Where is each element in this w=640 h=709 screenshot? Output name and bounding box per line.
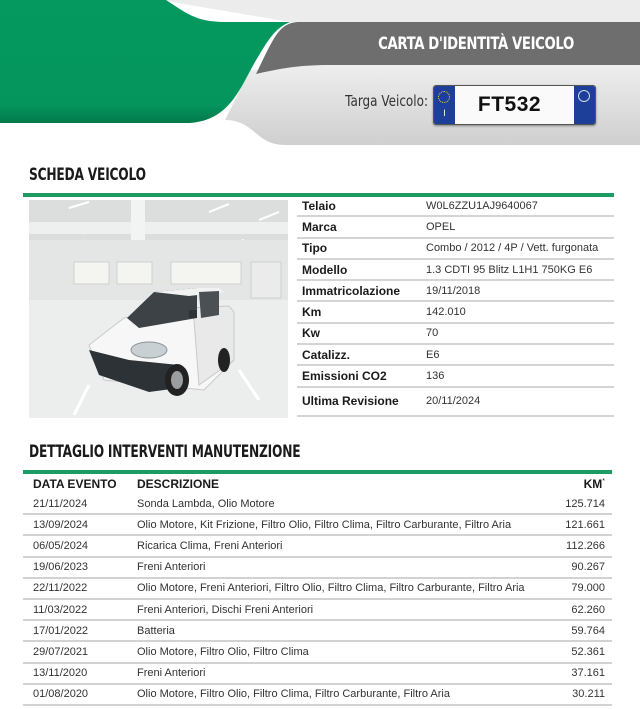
row-date: 13/11/2020 [33, 667, 88, 680]
spec-row-catalizz [297, 345, 614, 366]
row-km: 90.267 [571, 561, 605, 574]
spec-label: Modello [302, 262, 348, 277]
row-description: Freni Anteriori [137, 561, 206, 574]
plate-number: FT532 [477, 93, 542, 116]
spec-label: Kw [302, 326, 320, 341]
column-header-date: DATA EVENTO [33, 477, 117, 491]
row-km: 37.161 [571, 667, 605, 680]
row-description: Freni Anteriori [137, 667, 206, 680]
row-description: Olio Motore, Filtro Olio, Filtro Clima [137, 645, 309, 658]
country-code: I [443, 108, 446, 118]
eu-stars-icon [438, 91, 450, 103]
spec-row-telaio [297, 196, 614, 217]
maintenance-table-header [23, 474, 612, 494]
km-footnote-marker: * [602, 478, 605, 485]
row-km: 62.260 [571, 603, 605, 616]
eu-band [434, 86, 455, 124]
column-header-km [532, 477, 612, 491]
header-background-shapes [0, 0, 640, 150]
table-row [23, 664, 612, 685]
spec-value: OPEL [426, 220, 456, 233]
row-date: 29/07/2021 [33, 645, 89, 658]
spec-value: 142.010 [426, 306, 466, 319]
row-date: 11/03/2022 [33, 603, 88, 616]
table-row [23, 515, 612, 536]
row-description: Batteria [137, 624, 175, 637]
table-row [23, 642, 612, 663]
spec-row-kw [297, 324, 614, 345]
row-date: 01/08/2020 [33, 688, 89, 701]
table-row [23, 558, 612, 579]
van-illustration [29, 200, 288, 418]
row-km: 52.361 [571, 645, 605, 658]
table-row [23, 494, 612, 515]
spec-value: 70 [426, 327, 439, 340]
spec-value: W0L6ZZU1AJ9640067 [426, 199, 538, 212]
spec-label: Ultima Revisione [302, 394, 399, 409]
spec-label: Emissioni CO2 [302, 369, 387, 384]
spec-value: 19/11/2018 [426, 284, 481, 297]
vehicle-spec-table [297, 196, 614, 417]
plate-right-band [574, 86, 595, 124]
maintenance-table [23, 474, 612, 706]
table-row [23, 579, 612, 600]
spec-value: E6 [426, 348, 440, 361]
row-description: Freni Anteriori, Dischi Freni Anteriori [137, 603, 314, 616]
province-circle-icon [578, 90, 590, 102]
header-banner [0, 0, 640, 150]
row-date: 22/11/2022 [33, 582, 88, 595]
spec-label: Immatricolazione [302, 283, 401, 298]
row-km: 121.661 [565, 518, 605, 531]
spec-row-tipo [297, 239, 614, 260]
row-date: 19/06/2023 [33, 561, 89, 574]
row-description: Olio Motore, Freni Anteriori, Filtro Olio, Filtro Clima, Filtro Carburante, Filtro Aria [137, 582, 525, 595]
spec-value: 1.3 CDTI 95 Blitz L1H1 750KG E6 [426, 263, 593, 276]
row-date: 17/01/2022 [33, 624, 89, 637]
table-row [23, 621, 612, 642]
document-title: CARTA D'IDENTITÀ VEICOLO [378, 34, 574, 54]
spec-row-immatricolazione [297, 281, 614, 302]
row-description: Sonda Lambda, Olio Motore [137, 497, 275, 510]
spec-label: Catalizz. [302, 347, 351, 362]
row-km: 112.266 [566, 539, 605, 552]
row-date: 13/09/2024 [33, 518, 89, 531]
spec-label: Telaio [302, 198, 336, 213]
plate-label: Targa Veicolo: [345, 92, 428, 110]
maintenance-section-title: DETTAGLIO INTERVENTI MANUTENZIONE [29, 442, 301, 462]
spec-value: 20/11/2024 [426, 395, 481, 408]
vehicle-photo [29, 200, 288, 418]
spec-row-modello [297, 260, 614, 281]
row-km: 79.000 [571, 582, 605, 595]
spec-value: 136 [426, 370, 445, 383]
table-row [23, 685, 612, 706]
row-date: 21/11/2024 [33, 497, 88, 510]
license-plate [433, 85, 596, 125]
spec-value: Combo / 2012 / 4P / Vett. furgonata [426, 242, 599, 255]
spec-row-emissioni [297, 366, 614, 387]
vehicle-section-title: SCHEDA VEICOLO [29, 165, 146, 185]
row-km: 125.714 [565, 497, 605, 510]
table-row [23, 600, 612, 621]
row-description: Olio Motore, Kit Frizione, Filtro Olio, Filtro Clima, Filtro Carburante, Filtro Aria [137, 518, 512, 531]
row-description: Olio Motore, Filtro Olio, Filtro Clima, Filtro Carburante, Filtro Aria [137, 688, 450, 701]
spec-row-km [297, 302, 614, 323]
spec-label: Km [302, 305, 322, 320]
spec-label: Marca [302, 219, 337, 234]
row-date: 06/05/2024 [33, 539, 89, 552]
row-description: Ricarica Clima, Freni Anteriori [137, 539, 283, 552]
km-label: KM [583, 477, 603, 491]
spec-label: Tipo [302, 241, 328, 256]
spec-row-marca [297, 217, 614, 238]
spec-row-ultima-revisione [297, 388, 614, 417]
column-header-description: DESCRIZIONE [137, 477, 220, 491]
table-row [23, 536, 612, 557]
row-km: 30.211 [572, 688, 605, 701]
row-km: 59.764 [571, 624, 605, 637]
